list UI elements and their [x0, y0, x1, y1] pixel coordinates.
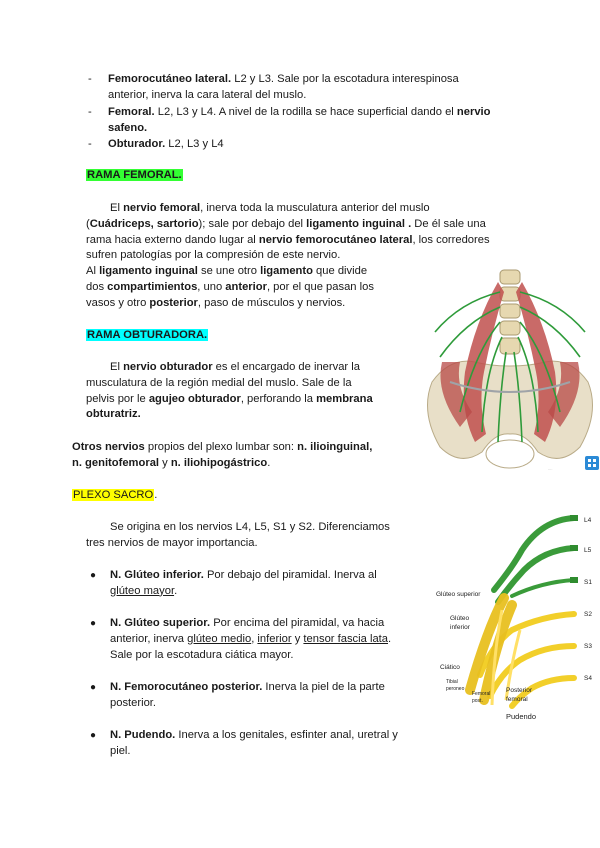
label-pudendo: Pudendo: [506, 712, 537, 721]
dash-bullet: -: [88, 106, 92, 118]
label-tibial: Tibial: [446, 679, 458, 685]
dash-bullet: -: [88, 138, 92, 150]
dash-bullet: -: [88, 73, 92, 85]
root-label-s4: S4: [584, 675, 592, 682]
bullet-pudendo: ● N. Pudendo. Inerva a los genitales, esfinter anal, uretral y piel.: [90, 729, 398, 757]
paragraph-femoral: El nervio femoral, inerva toda la musculatura anterior del muslo (Cuádriceps, sartorio); sale por debajo del ligamento inguinal . De él sale una rama hacia externo dando lugar al nervio femorocutáneo lateral, los corredores sufren patologías por la compresión de este nervio. Al ligamento inguinal se une otro ligamento que divide dos compartimientos, uno anterior, por el que pasan los vasos y otro posterior, paso de músculos y nervios.: [86, 202, 490, 309]
label-ciatico: Ciático: [440, 664, 460, 671]
root-label-s3: S3: [584, 643, 592, 650]
sacral-plexus-diagram: [432, 510, 600, 725]
label-fem-post-2: post.: [472, 698, 483, 704]
root-label-l4: L4: [584, 517, 592, 524]
lumbar-plexus-illustration: [420, 262, 600, 474]
root-label-l5: L5: [584, 547, 592, 554]
bullet-gluteo-superior: ● N. Glúteo superior. Por encima del piramidal, va hacia anterior, inerva glúteo medio, inferior y tensor fascia lata. Sale por la escotadura ciática mayor.: [90, 617, 392, 661]
label-gluteo-inferior-2: inferior: [450, 624, 470, 631]
paragraph-otros-nervios: Otros nervios propios del plexo lumbar son: n. ilioinguinal, n. genitofemoral y n. iliohipogástrico.: [72, 441, 373, 469]
label-gluteo-superior: Glúteo superior: [436, 591, 481, 598]
paragraph-obturadora: El nervio obturador es el encargado de inervar la musculatura de la región medial del muslo. Sale de la pelvis por le agujeo obturador, perforando la membrana obturatriz.: [86, 361, 373, 421]
root-label-s1: S1: [584, 579, 592, 586]
svg-text:....: ....: [548, 466, 553, 471]
label-posterior-femoral-1: Posterior: [506, 687, 533, 694]
root-label-s2: S2: [584, 611, 592, 618]
grid-icon[interactable]: [585, 456, 599, 470]
heading-rama-femoral: RAMA FEMORAL.: [87, 169, 182, 181]
label-peroneo: peroneo: [446, 686, 465, 692]
heading-rama-obturadora: RAMA OBTURADORA.: [87, 329, 208, 341]
bullet-femorocutaneo-posterior: ● N. Femorocutáneo posterior. Inerva la piel de la parte posterior.: [90, 681, 385, 709]
label-posterior-femoral-2: femoral: [506, 696, 528, 703]
bullet-dot: ●: [90, 730, 97, 741]
bullet-dot: ●: [90, 682, 97, 693]
label-fem-post-1: Femoral: [472, 691, 491, 697]
label-gluteo-inferior-1: Glúteo: [450, 615, 470, 622]
paragraph-sacro-intro: Se origina en los nervios L4, L5, S1 y S2. Diferenciamos tres nervios de mayor importancia.: [86, 521, 390, 549]
bullet-gluteo-inferior: ● N. Glúteo inferior. Por debajo del piramidal. Inerva al glúteo mayor.: [90, 569, 377, 597]
heading-plexo-sacro: PLEXO SACRO.: [73, 489, 158, 501]
list-item-obturador: - Obturador. L2, L3 y L4: [92, 137, 532, 153]
bullet-dot: ●: [90, 570, 97, 581]
bullet-dot: ●: [90, 618, 97, 629]
list-item-femoral: - Femoral. L2, L3 y L4. A nivel de la rodilla se hace superficial dando el nervio safeno.: [88, 106, 491, 134]
list-item-femorocutaneo: - Femorocutáneo lateral. L2 y L3. Sale por la escotadura interespinosa anterior, inerva la cara lateral del muslo.: [88, 73, 459, 101]
